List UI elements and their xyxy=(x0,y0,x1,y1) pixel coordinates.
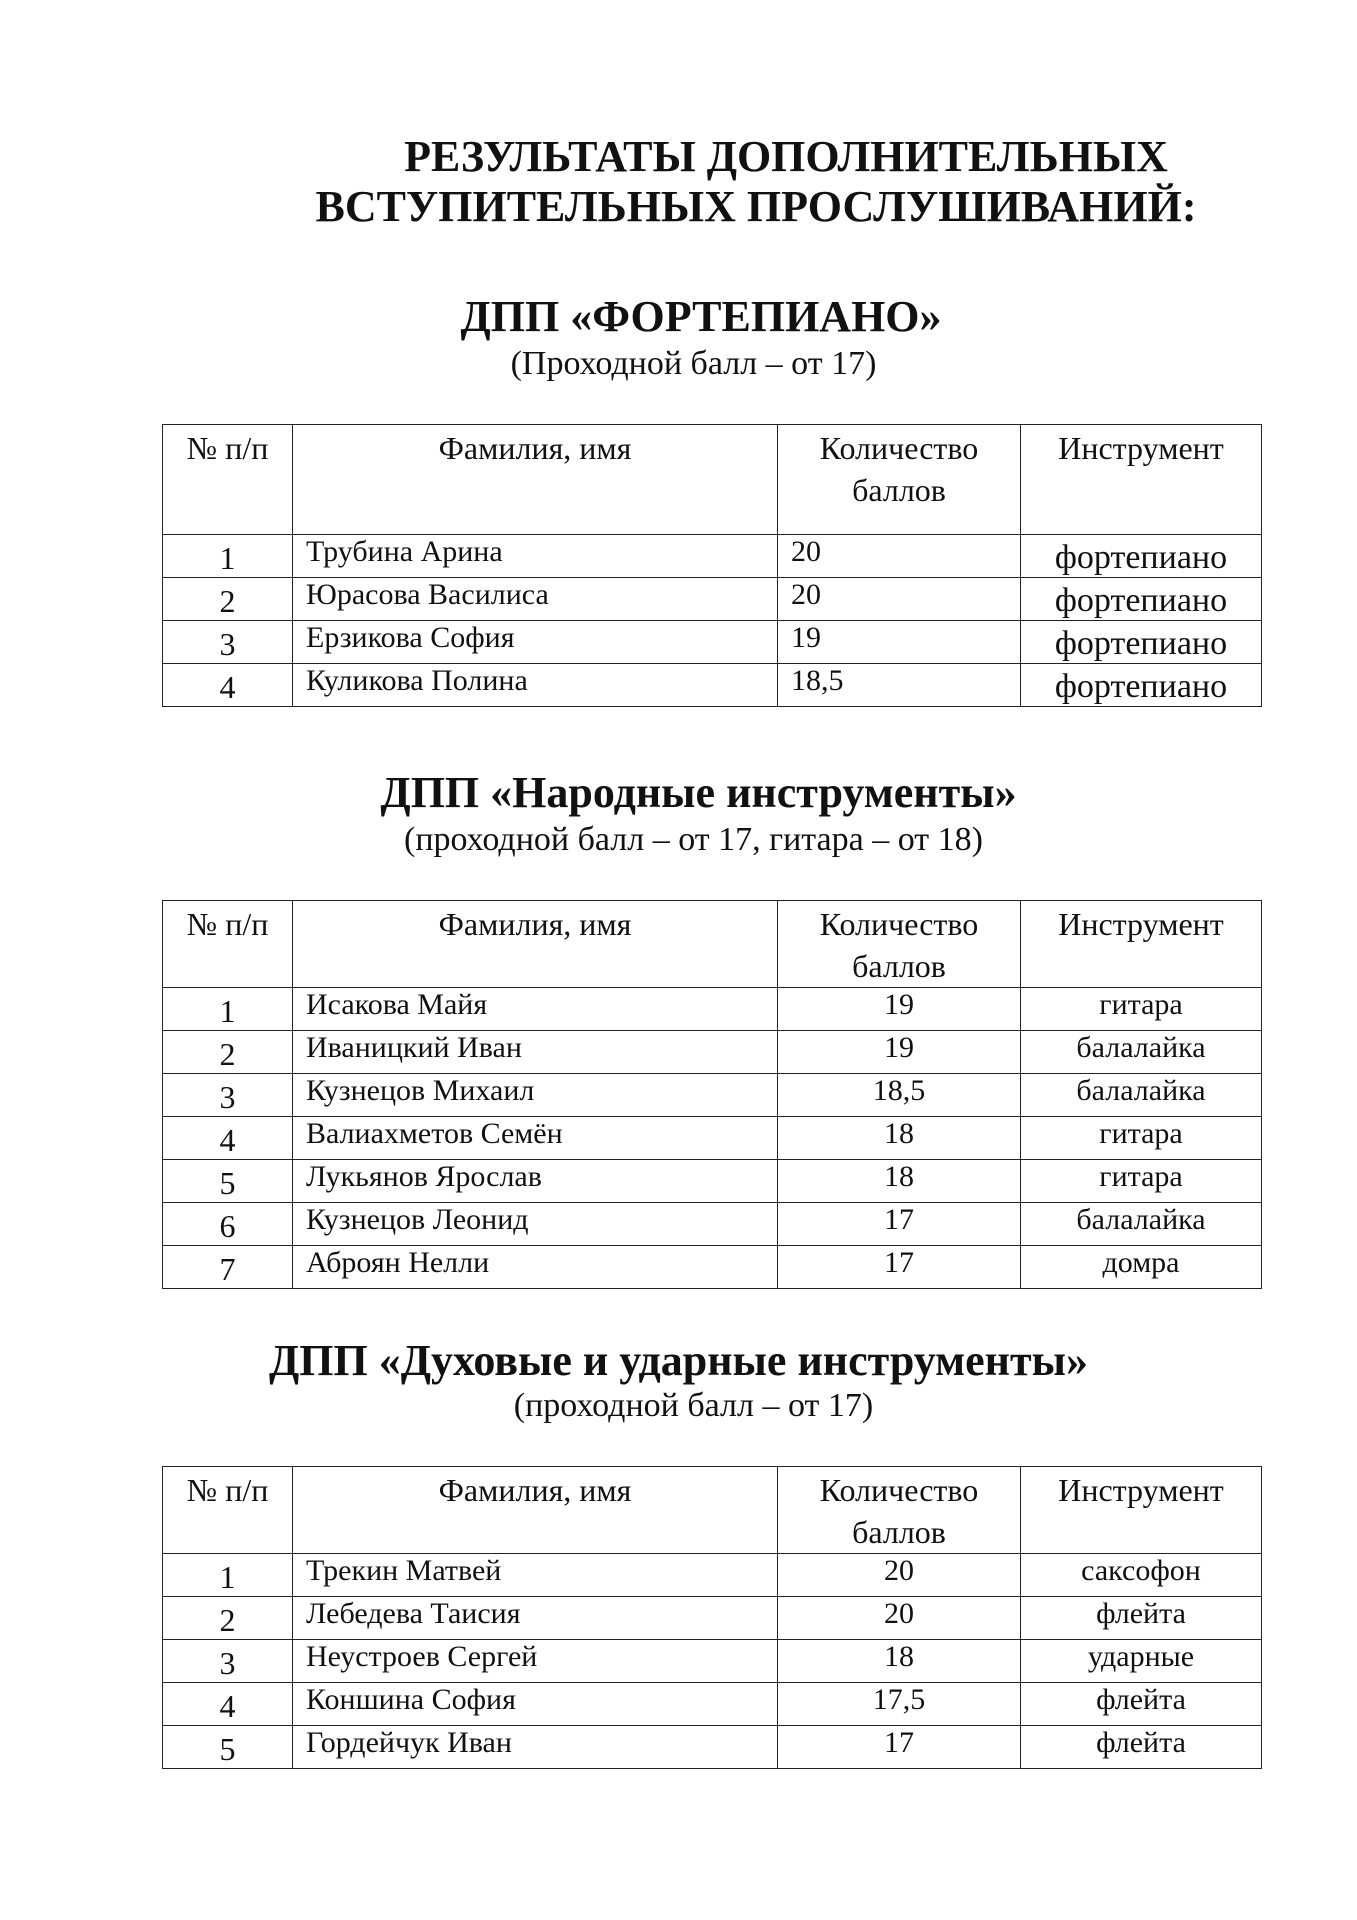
section-subtitle-piano: (Проходной балл – от 17) xyxy=(510,345,877,382)
row-name: Гордейчук Иван xyxy=(293,1726,778,1769)
row-name: Аброян Нелли xyxy=(293,1246,778,1289)
row-instrument: фортепиано xyxy=(1021,664,1262,707)
section-subtitle-wind: (проходной балл – от 17) xyxy=(513,1387,874,1424)
row-name: Куликова Полина xyxy=(293,664,778,707)
row-score: 18 xyxy=(778,1117,1021,1160)
score-header-line-1: Количество xyxy=(819,1472,979,1508)
row-instrument: гитара xyxy=(1021,1160,1262,1203)
row-score: 19 xyxy=(778,988,1021,1031)
column-header-score xyxy=(778,425,1021,535)
results-table-folk xyxy=(162,900,1262,1289)
row-name: Валиахметов Семён xyxy=(293,1117,778,1160)
table-row xyxy=(163,1246,1262,1289)
column-header-score xyxy=(778,901,1021,988)
row-instrument: флейта xyxy=(1021,1726,1262,1769)
row-name: Неустроев Сергей xyxy=(293,1640,778,1683)
row-instrument: гитара xyxy=(1021,988,1262,1031)
row-name: Кузнецов Михаил xyxy=(293,1074,778,1117)
row-instrument: балалайка xyxy=(1021,1031,1262,1074)
section-title-folk: ДПП «Народные инструменты» xyxy=(380,768,1017,817)
row-instrument: ударные xyxy=(1021,1640,1262,1683)
results-table-piano xyxy=(162,424,1262,707)
row-name: Юрасова Василиса xyxy=(293,578,778,621)
row-instrument: гитара xyxy=(1021,1117,1262,1160)
results-table-wind xyxy=(162,1466,1262,1769)
table-row xyxy=(163,1117,1262,1160)
column-header-name: Фамилия, имя xyxy=(293,1467,778,1554)
row-instrument: балалайка xyxy=(1021,1074,1262,1117)
table-row xyxy=(163,988,1262,1031)
row-instrument: флейта xyxy=(1021,1597,1262,1640)
row-num: 3 xyxy=(163,621,293,664)
score-header-line-2: баллов xyxy=(852,1514,946,1550)
column-header-num: № п/п xyxy=(163,425,293,535)
row-num: 2 xyxy=(163,578,293,621)
column-header-instrument: Инструмент xyxy=(1021,425,1262,535)
row-num: 2 xyxy=(163,1031,293,1074)
row-instrument: фортепиано xyxy=(1021,578,1262,621)
row-score: 20 xyxy=(778,535,1021,578)
row-num: 4 xyxy=(163,664,293,707)
table-row xyxy=(163,1640,1262,1683)
row-name: Исакова Майя xyxy=(293,988,778,1031)
table-row xyxy=(163,1554,1262,1597)
row-num: 3 xyxy=(163,1640,293,1683)
row-num: 4 xyxy=(163,1683,293,1726)
score-header-line-1: Количество xyxy=(819,906,979,942)
row-score: 17,5 xyxy=(778,1683,1021,1726)
row-instrument: балалайка xyxy=(1021,1203,1262,1246)
row-name: Лебедева Таисия xyxy=(293,1597,778,1640)
row-num: 3 xyxy=(163,1074,293,1117)
row-score: 20 xyxy=(778,578,1021,621)
column-header-name: Фамилия, имя xyxy=(293,901,778,988)
table-row xyxy=(163,664,1262,707)
row-instrument: флейта xyxy=(1021,1683,1262,1726)
row-score: 18 xyxy=(778,1640,1021,1683)
section-subtitle-folk: (проходной балл – от 17, гитара – от 18) xyxy=(404,821,983,858)
column-header-num: № п/п xyxy=(163,901,293,988)
row-num: 6 xyxy=(163,1203,293,1246)
table-row xyxy=(163,578,1262,621)
row-instrument: фортепиано xyxy=(1021,535,1262,578)
row-score: 18,5 xyxy=(778,1074,1021,1117)
row-instrument: фортепиано xyxy=(1021,621,1262,664)
row-num: 5 xyxy=(163,1160,293,1203)
section-title-wind: ДПП «Духовые и ударные инструменты» xyxy=(269,1336,1088,1385)
row-score: 20 xyxy=(778,1597,1021,1640)
table-header-row xyxy=(163,901,1262,988)
row-name: Трубина Арина xyxy=(293,535,778,578)
table-row xyxy=(163,1597,1262,1640)
table-row xyxy=(163,1160,1262,1203)
table-row xyxy=(163,1683,1262,1726)
section-title-piano: ДПП «ФОРТЕПИАНО» xyxy=(460,292,942,341)
row-score: 20 xyxy=(778,1554,1021,1597)
row-instrument: домра xyxy=(1021,1246,1262,1289)
column-header-instrument: Инструмент xyxy=(1021,1467,1262,1554)
row-num: 5 xyxy=(163,1726,293,1769)
row-num: 7 xyxy=(163,1246,293,1289)
column-header-score xyxy=(778,1467,1021,1554)
table-row xyxy=(163,1031,1262,1074)
row-score: 19 xyxy=(778,621,1021,664)
row-num: 1 xyxy=(163,535,293,578)
score-header-line-1: Количество xyxy=(819,430,979,466)
row-num: 2 xyxy=(163,1597,293,1640)
row-num: 1 xyxy=(163,1554,293,1597)
row-name: Иваницкий Иван xyxy=(293,1031,778,1074)
column-header-name: Фамилия, имя xyxy=(293,425,778,535)
row-num: 1 xyxy=(163,988,293,1031)
column-header-num: № п/п xyxy=(163,1467,293,1554)
row-score: 17 xyxy=(778,1203,1021,1246)
row-name: Трекин Матвей xyxy=(293,1554,778,1597)
row-score: 19 xyxy=(778,1031,1021,1074)
row-name: Коншина София xyxy=(293,1683,778,1726)
table-row xyxy=(163,1726,1262,1769)
document-title-line-1: РЕЗУЛЬТАТЫ ДОПОЛНИТЕЛЬНЫХ xyxy=(404,132,1168,181)
document-title-line-2: ВСТУПИТЕЛЬНЫХ ПРОСЛУШИВАНИЙ: xyxy=(315,182,1197,231)
row-score: 17 xyxy=(778,1246,1021,1289)
table-header-row xyxy=(163,1467,1262,1554)
row-instrument: саксофон xyxy=(1021,1554,1262,1597)
table-row xyxy=(163,621,1262,664)
table-header-row xyxy=(163,425,1262,535)
row-score: 18 xyxy=(778,1160,1021,1203)
row-score: 17 xyxy=(778,1726,1021,1769)
score-header-line-2: баллов xyxy=(852,472,946,508)
row-name: Кузнецов Леонид xyxy=(293,1203,778,1246)
column-header-instrument: Инструмент xyxy=(1021,901,1262,988)
row-score: 18,5 xyxy=(778,664,1021,707)
table-row xyxy=(163,535,1262,578)
score-header-line-2: баллов xyxy=(852,948,946,984)
row-name: Ерзикова София xyxy=(293,621,778,664)
table-row xyxy=(163,1074,1262,1117)
row-name: Лукьянов Ярослав xyxy=(293,1160,778,1203)
row-num: 4 xyxy=(163,1117,293,1160)
table-row xyxy=(163,1203,1262,1246)
